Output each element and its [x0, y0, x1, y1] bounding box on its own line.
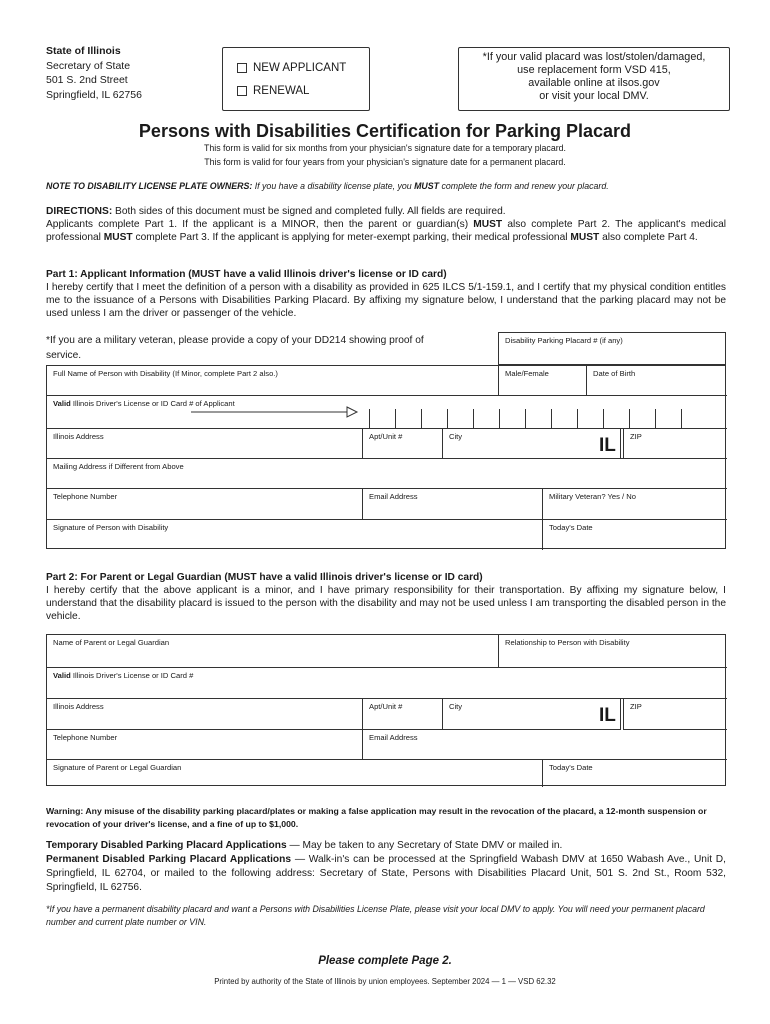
full-name-field[interactable]: Full Name of Person with Disability (If Minor, complete Part 2 also.)	[47, 366, 499, 396]
lost-placard-note	[458, 47, 730, 111]
must-emphasis: MUST	[570, 232, 600, 243]
part1-text: I hereby certify that I meet the definition of a person with a disability as provided in 625 ILCS 5/1-159.1, and I certify that my physical condition entitles me to the issuance of a Persons with Disabilities Parking Placard. By affixing my signature below, I understand that the parking placard may not be used unless I am the driver or passenger of the vehicle.	[46, 282, 726, 319]
subtitle-permanent: This form is valid for four years from your physician's signature date for a permanent placard.	[204, 157, 566, 167]
signature-date-field[interactable]: Today's Date	[549, 523, 593, 532]
temporary-lead: Temporary Disabled Parking Placard Applications	[46, 840, 287, 851]
gender-field[interactable]: Male/Female	[499, 366, 587, 396]
veteran-field[interactable]: Military Veteran? Yes / No	[543, 489, 727, 520]
signature-field[interactable]: Signature of Person with Disability	[47, 520, 543, 550]
agency-address	[46, 44, 142, 102]
license-label: Illinois Driver's License or ID Card # of Applicant	[70, 399, 235, 408]
address-field[interactable]: Illinois Address	[47, 429, 363, 459]
directions-text: complete Part 3. If the applicant is applying for meter-exempt parking, their medical professional	[132, 232, 571, 243]
renewal-label: RENEWAL	[253, 84, 310, 97]
page-title: Persons with Disabilities Certification for Parking Placard	[138, 121, 632, 141]
lost-note-line: use replacement form VSD 415,	[517, 64, 671, 76]
valid-label: Valid	[53, 671, 71, 680]
zip-field[interactable]: ZIP	[623, 429, 727, 459]
part1-heading: Part 1: Applicant Information (MUST have a valid Illinois driver's license or ID card)	[46, 269, 447, 280]
dob-field[interactable]: Date of Birth	[587, 366, 727, 396]
new-applicant-option[interactable]	[237, 56, 369, 79]
guardian-name-field[interactable]: Name of Parent or Legal Guardian	[47, 635, 499, 668]
must-emphasis: MUST	[103, 232, 133, 243]
guardian-license-field[interactable]	[47, 668, 727, 699]
note-must: MUST	[414, 181, 440, 191]
lost-note-line: or visit your local DMV.	[539, 90, 649, 102]
part2-text: I hereby certify that the above applicant is a minor, and I have primary responsibility for their transportation. By affixing my signature below, I understand that the disability placard is issued to the person with the disability and may not be used unless I am transporting the disabled person in the vehicle.	[46, 585, 726, 622]
valid-label: Valid	[53, 399, 71, 408]
applicant-type-box	[222, 47, 370, 111]
apt-field[interactable]: Apt/Unit #	[363, 429, 443, 459]
guardian-zip-field[interactable]: ZIP	[623, 699, 727, 730]
lost-note-line: available online at ilsos.gov	[528, 77, 660, 89]
part2-heading: Part 2: For Parent or Legal Guardian (MUST have a valid Illinois driver's license or ID card)	[46, 572, 483, 583]
permanent-lead: Permanent Disabled Parking Placard Applications	[46, 854, 292, 865]
temporary-applications	[46, 839, 726, 853]
agency-line: Secretary of State	[46, 59, 131, 72]
new-applicant-label: NEW APPLICANT	[253, 61, 347, 74]
arrow-right-icon	[191, 406, 359, 418]
placard-number-label: Disability Parking Placard # (if any)	[505, 336, 623, 345]
next-page-instruction: Please complete Page 2.	[318, 955, 452, 967]
guardian-apt-field[interactable]: Apt/Unit #	[363, 699, 443, 730]
license-number-field[interactable]	[47, 396, 727, 429]
note-text: If you have a disability license plate, you	[252, 181, 415, 191]
part2-section	[46, 571, 726, 623]
permanent-applications	[46, 853, 726, 895]
relationship-field[interactable]: Relationship to Person with Disability	[499, 635, 727, 668]
note-text: complete the form and renew your placard.	[439, 181, 609, 191]
state-il-label: IL	[599, 705, 616, 726]
license-label: Illinois Driver's License or ID Card #	[70, 671, 194, 680]
phone-field[interactable]: Telephone Number	[47, 489, 363, 520]
agency-name: State of Illinois	[46, 45, 121, 57]
guardian-date-field[interactable]: Today's Date	[549, 763, 593, 772]
agency-line: Springfield, IL 62756	[46, 88, 142, 101]
page-footer: Printed by authority of the State of Illinois by union employees. September 2024 — 1 — VSD 62.32	[214, 977, 556, 986]
email-field[interactable]: Email Address	[363, 489, 543, 520]
veteran-note: *If you are a military veteran, please provide a copy of your DD214 showing proof of service.	[46, 335, 424, 361]
directions-text: also complete Part 2. The applicant's medical professional	[46, 219, 726, 243]
plate-owner-note	[46, 181, 609, 191]
part1-form-grid	[46, 365, 726, 549]
part1-section	[46, 268, 726, 320]
subtitle-temporary: This form is valid for six months from your physician's signature date for a temporary placard.	[203, 143, 566, 153]
agency-line: 501 S. 2nd Street	[46, 74, 128, 86]
renewal-checkbox[interactable]	[237, 86, 247, 96]
renewal-option[interactable]	[237, 79, 369, 102]
guardian-city-field[interactable]: City	[443, 699, 621, 730]
city-field[interactable]: City	[443, 429, 621, 459]
state-il-label: IL	[599, 435, 616, 456]
must-emphasis: MUST	[473, 219, 503, 230]
note-lead: NOTE TO DISABILITY LICENSE PLATE OWNERS:	[46, 181, 253, 191]
lost-note-line: *If your valid placard was lost/stolen/damaged,	[482, 51, 706, 63]
directions-lead: DIRECTIONS:	[46, 206, 113, 217]
new-applicant-checkbox[interactable]	[237, 63, 247, 73]
license-digit-boxes[interactable]	[369, 409, 719, 429]
license-plate-note: *If you have a permanent disability placard and want a Persons with Disabilities License Plate, please visit your local DMV to apply. You will need your permanent placard number and current plate number or VIN.	[46, 904, 705, 927]
directions-text: also complete Part 4.	[599, 232, 698, 243]
guardian-signature-field[interactable]: Signature of Parent or Legal Guardian	[47, 760, 543, 787]
guardian-phone-field[interactable]: Telephone Number	[47, 730, 363, 760]
mailing-address-field[interactable]: Mailing Address if Different from Above	[47, 459, 727, 489]
directions-text: Both sides of this document must be signed and completed fully. All fields are required.	[112, 206, 506, 217]
directions-text: Applicants complete Part 1. If the applicant is a MINOR, then the parent or guardian(s)	[46, 219, 474, 230]
temporary-text: — May be taken to any Secretary of State DMV or mailed in.	[286, 840, 563, 851]
misuse-warning: Warning: Any misuse of the disability parking placard/plates or making a false application may result in the revocation of the placard, a 12-month suspension or revocation of your driver's license, and a fine of up to $1,000.	[46, 806, 707, 829]
placard-number-field[interactable]	[498, 332, 726, 365]
directions	[46, 205, 726, 244]
guardian-email-field[interactable]: Email Address	[363, 730, 727, 760]
permanent-text: — Walk-in's can be processed at the Springfield Wabash DMV at 1650 Wabash Ave., Unit D, Springfield, IL 62704, or mailed to the following address: Secretary of State, Persons with Disabilities Placard Unit, 501 S. 2nd St., Room 532, Springfield, IL 62756.	[46, 854, 726, 893]
part2-form-grid	[46, 634, 726, 786]
guardian-address-field[interactable]: Illinois Address	[47, 699, 363, 730]
